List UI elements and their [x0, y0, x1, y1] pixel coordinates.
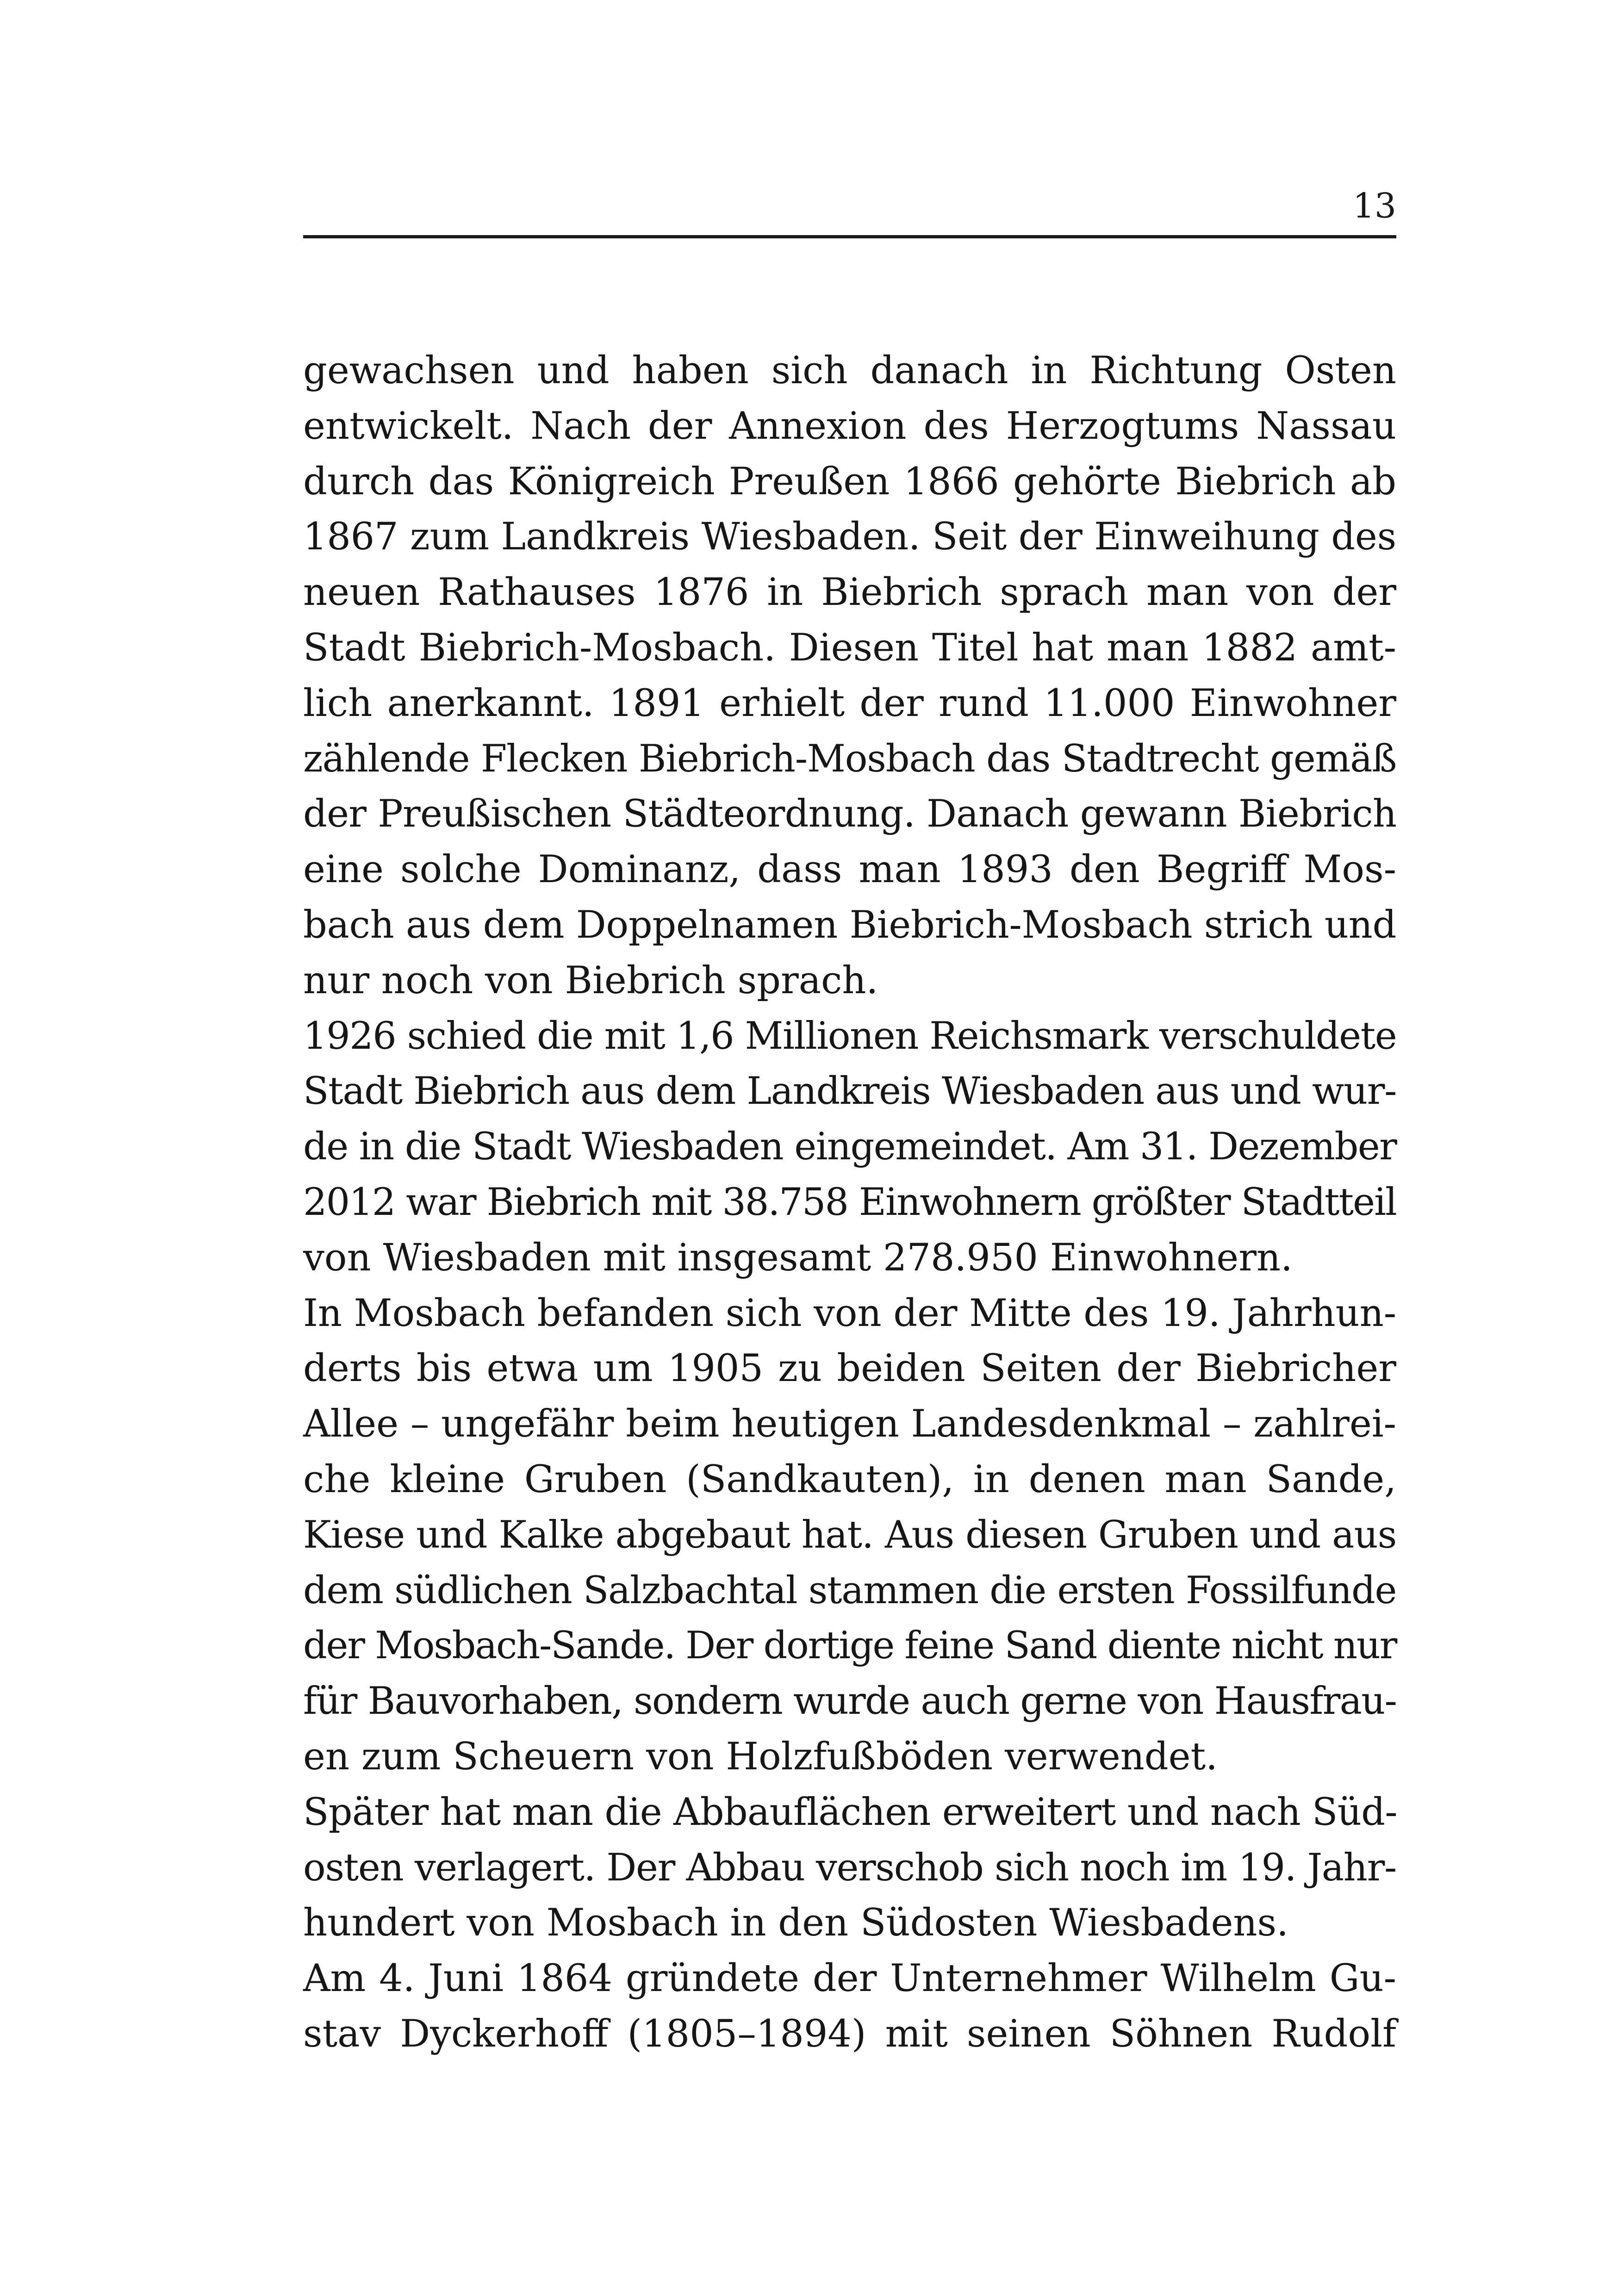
- body-text: [303, 343, 1396, 2062]
- text-line: che kleine Gruben (Sandkauten), in denen man Sande,: [303, 1457, 1396, 1501]
- text-line: eine solche Dominanz, dass man 1893 den Begriff Mos-: [303, 848, 1396, 892]
- text-line: für Bauvorhaben, sondern wurde auch gerne von Hausfrau-: [303, 1680, 1397, 1724]
- text-line: der Preußischen Städteordnung. Danach gewann Biebrich: [303, 792, 1397, 836]
- text-line: 2012 war Biebrich mit 38.758 Einwohnern größter Stadtteil: [303, 1180, 1396, 1224]
- text-line: bach aus dem Doppelnamen Biebrich-Mosbach strich und: [303, 903, 1396, 947]
- text-line: derts bis etwa um 1905 zu beiden Seiten der Biebricher: [303, 1347, 1396, 1391]
- text-line: Stadt Biebrich aus dem Landkreis Wiesbaden aus und wur-: [303, 1070, 1397, 1114]
- text-line: 1867 zum Landkreis Wiesbaden. Seit der Einweihung des: [303, 515, 1396, 559]
- text-line: Allee – ungefähr beim heutigen Landesdenkmal – zahlrei-: [303, 1402, 1396, 1446]
- text-line: der Mosbach-Sande. Der dortige feine Sand diente nicht nur: [303, 1624, 1396, 1668]
- text-line: entwickelt. Nach der Annexion des Herzogtums Nassau: [303, 404, 1396, 448]
- text-line: stav Dyckerhoff (1805–1894) mit seinen Söhnen Rudolf: [303, 2012, 1396, 2056]
- text-line: en zum Scheuern von Holzfußböden verwendet.: [303, 1735, 1218, 1779]
- text-line: lich anerkannt. 1891 erhielt der rund 11.000 Einwohner: [303, 681, 1396, 725]
- text-line: gewachsen und haben sich danach in Richtung Osten: [303, 349, 1396, 392]
- text-line: Kiese und Kalke abgebaut hat. Aus diesen Gruben und aus: [303, 1513, 1397, 1557]
- text-line: 1926 schied die mit 1,6 Millionen Reichsmark verschuldete: [303, 1014, 1397, 1058]
- text-line: Stadt Biebrich-Mosbach. Diesen Titel hat man 1882 amt-: [303, 626, 1396, 670]
- text-line: durch das Königreich Preußen 1866 gehörte Biebrich ab: [303, 460, 1396, 504]
- page-number: 13: [1352, 186, 1396, 226]
- text-line: Später hat man die Abbauflächen erweitert und nach Süd-: [303, 1790, 1397, 1834]
- text-line: hundert von Mosbach in den Südosten Wiesbadens.: [303, 1901, 1288, 1945]
- text-line: dem südlichen Salzbachtal stammen die ersten Fossilfunde: [303, 1568, 1397, 1612]
- text-line: neuen Rathauses 1876 in Biebrich sprach man von der: [303, 571, 1396, 615]
- text-line: de in die Stadt Wiesbaden eingemeindet. Am 31. Dezember: [303, 1125, 1397, 1169]
- running-header: [303, 180, 1396, 240]
- text-line: von Wiesbaden mit insgesamt 278.950 Einwohnern.: [303, 1236, 1293, 1280]
- header-rule: [303, 235, 1396, 238]
- text-line: zählende Flecken Biebrich-Mosbach das Stadtrecht gemäß: [303, 737, 1397, 781]
- text-line: osten verlagert. Der Abbau verschob sich noch im 19. Jahr-: [303, 1846, 1396, 1890]
- text-line: nur noch von Biebrich sprach.: [303, 958, 878, 1002]
- text-line: In Mosbach befanden sich von der Mitte des 19. Jahrhun-: [303, 1291, 1396, 1335]
- text-line: Am 4. Juni 1864 gründete der Unternehmer Wilhelm Gu-: [303, 1957, 1396, 2001]
